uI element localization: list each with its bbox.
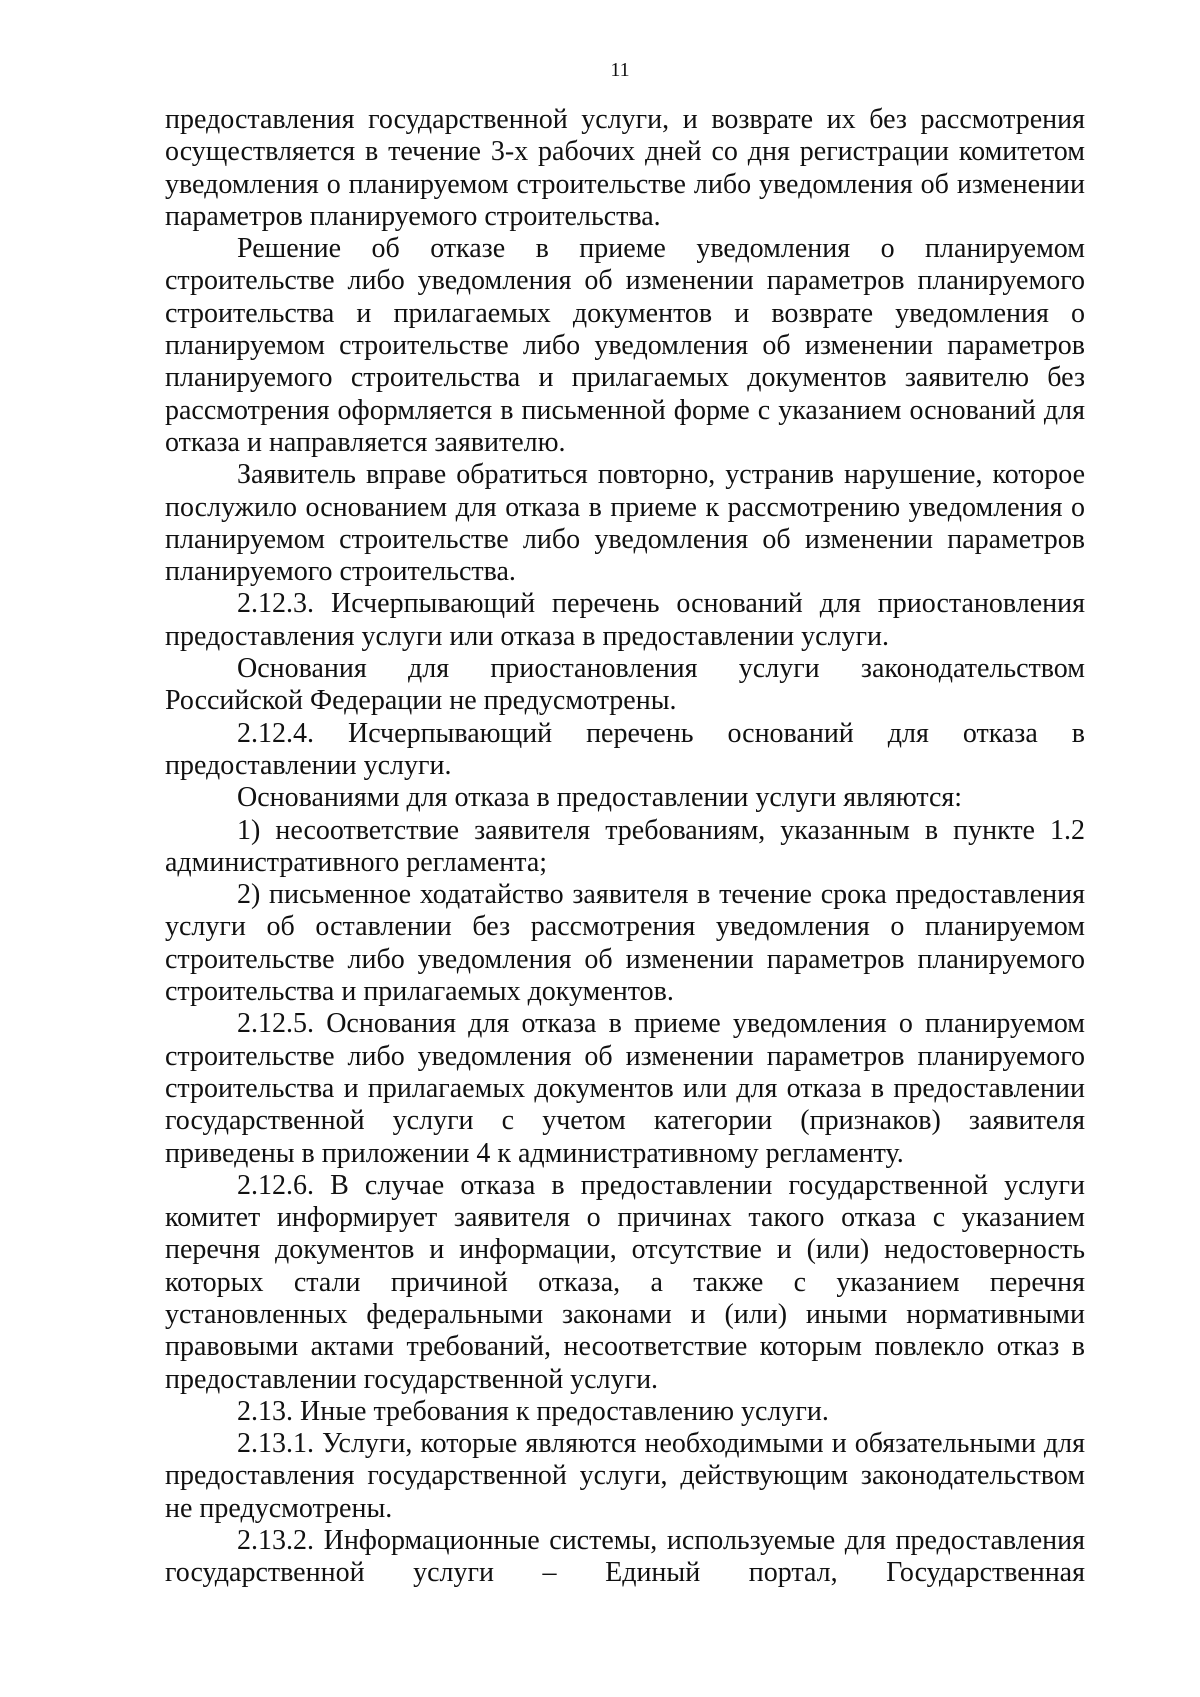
paragraph-2-13: 2.13. Иные требования к предоставлению услуги.	[237, 1395, 829, 1427]
paragraph-2-12-5: 2.12.5. Основания для отказа в приеме уведомления о планируемом строительстве либо уведомления об изменении параметров планируемого строительства и прилагаемых документов или для отказа в предоставлении государственной услуги с учетом категории (признаков) заявителя приведены в приложении 4 к административному регламенту.	[165, 1008, 1085, 1169]
paragraph-2-12-3: 2.12.3. Исчерпывающий перечень оснований для приостановления предоставления услуги или отказа в предоставлении услуги.	[165, 588, 1085, 652]
paragraph-suspension-grounds: Основания для приостановления услуги законодательством Российской Федерации не предусмотрены.	[165, 653, 1085, 717]
paragraph-2-13-2: 2.13.2. Информационные системы, используемые для предоставления государственной услуги – Единый портал, Государственная	[165, 1525, 1085, 1589]
document-body	[165, 104, 1085, 1590]
paragraph-2-12-4: 2.12.4. Исчерпывающий перечень оснований для отказа в предоставлении услуги.	[165, 717, 1085, 781]
paragraph-2-12-6: 2.12.6. В случае отказа в предоставлении государственной услуги комитет информирует заявителя о причинах такого отказа с указанием перечня документов и информации, отсутствие и (или) недостоверность которых стали причиной отказа, а также с указанием перечня установленных федеральными законами и (или) иными нормативными правовыми актами требований, несоответствие которым повлекло отказ в предоставлении государственной услуги.	[165, 1169, 1085, 1395]
paragraph-refusal-grounds-intro: Основаниями для отказа в предоставлении услуги являются:	[237, 782, 963, 814]
paragraph-return-timing: предоставления государственной услуги, и возврате их без рассмотрения осуществляется в течение 3-х рабочих дней со дня регистрации комитетом уведомления о планируемом строительстве либо уведомления об изменении параметров планируемого строительства.	[165, 104, 1085, 232]
paragraph-2-13-1: 2.13.1. Услуги, которые являются необходимыми и обязательными для предоставления государственной услуги, действующим законодательством не предусмотрены.	[165, 1428, 1085, 1524]
page-number: 11	[610, 59, 630, 81]
paragraph-refusal-decision: Решение об отказе в приеме уведомления о планируемом строительстве либо уведомления об изменении параметров планируемого строительства и прилагаемых документов и возврате уведомления о планируемом строительстве либо уведомления об изменении параметров планируемого строительства и прилагаемых документов заявителю без рассмотрения оформляется в письменной форме с указанием оснований для отказа и направляется заявителю.	[165, 233, 1085, 458]
paragraph-reapply: Заявитель вправе обратиться повторно, устранив нарушение, которое послужило основанием для отказа в приеме к рассмотрению уведомления о планируемом строительстве либо уведомления об изменении параметров планируемого строительства.	[165, 459, 1085, 588]
list-item-2: 2) письменное ходатайство заявителя в течение срока предоставления услуги об оставлении без рассмотрения уведомления о планируемом строительстве либо уведомления об изменении параметров планируемого строительства и прилагаемых документов.	[165, 879, 1085, 1008]
list-item-1: 1) несоответствие заявителя требованиям, указанным в пункте 1.2 административного регламента;	[165, 814, 1085, 878]
